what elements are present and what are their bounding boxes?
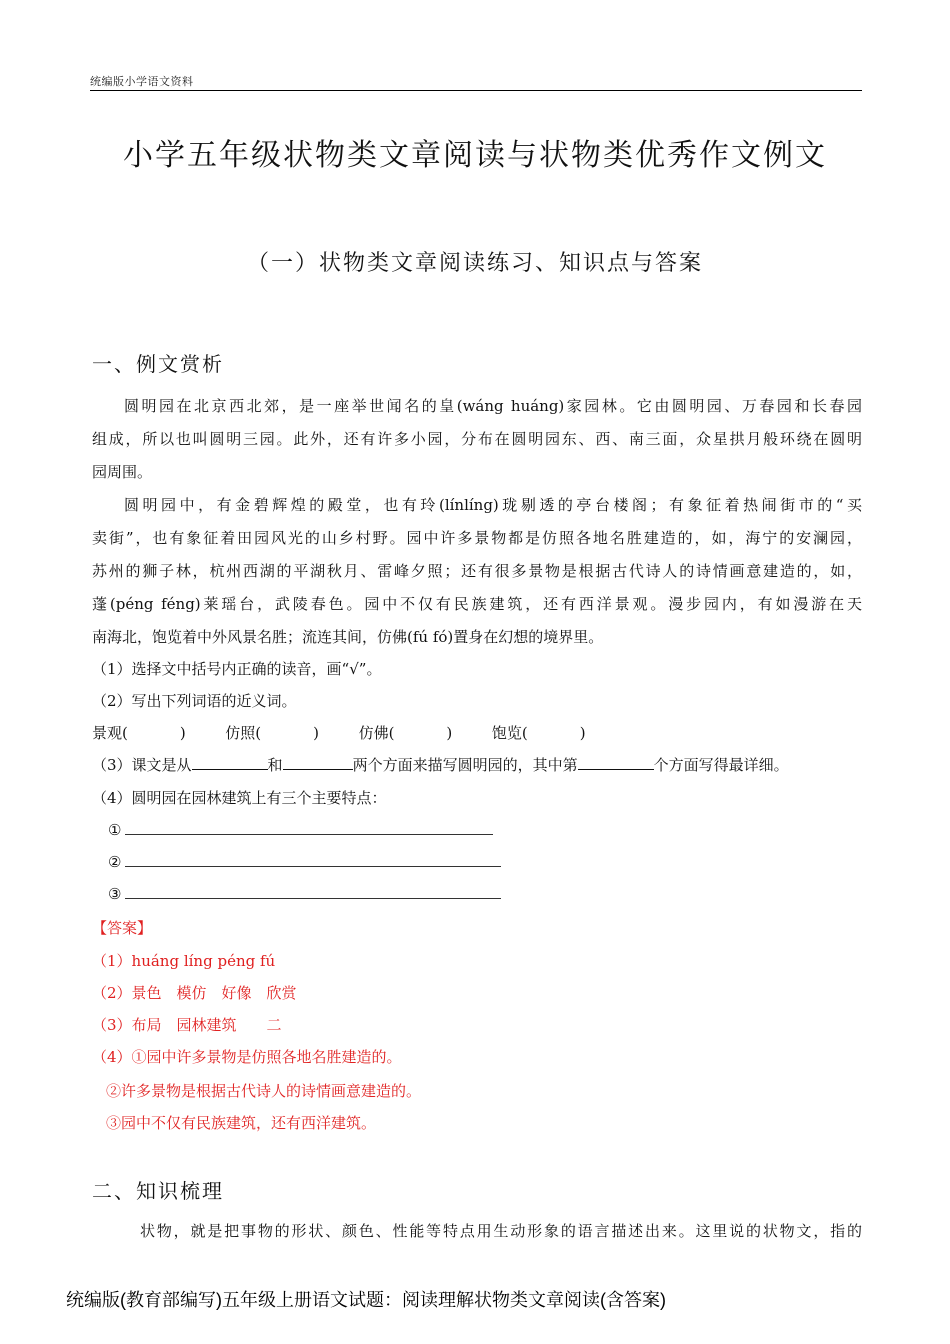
question-3 [92,755,862,775]
answer-2: （2）景色 模仿 好像 欣赏 [92,984,297,1002]
word-fangfu: 仿佛( [358,724,395,742]
answer-4-2: ②许多景物是根据古代诗人的诗情画意建造的。 [106,1082,422,1100]
document-title: 小学五年级状物类文章阅读与状物类优秀作文例文 [123,138,827,173]
section-heading-2: 二、知识梳理 [92,1179,224,1203]
paragraph-2-line-4: 蓬(péng féng)莱瑶台，武陵春色。园中不仅有民族建筑，还有西洋景观。漫步园内，有如漫游在天 [92,595,862,613]
question-3-part-1: （3）课文是从 [92,756,192,774]
section-2-paragraph: 状物，就是把事物的形状、颜色、性能等特点用生动形象的语言描述出来。这里说的状物文，指的 [140,1222,862,1240]
blank-3[interactable] [578,755,654,770]
question-3-part-3: 两个方面来描写圆明园的，其中第 [352,756,578,774]
writing-line-1[interactable] [125,822,493,835]
close-paren: ) [579,724,586,742]
section-heading-1: 一、例文赏析 [92,352,224,376]
page-header [90,74,862,91]
paragraph-2-line-3: 苏州的狮子林，杭州西湖的平湖秋月、雷峰夕照；还有很多景物是根据古代诗人的诗情画意建造的，如， [92,562,862,580]
writing-line-2[interactable] [125,854,501,867]
q4-answer-line-3 [108,884,878,904]
answer-4-1: （4）①园中许多景物是仿照各地名胜建造的。 [92,1048,402,1066]
marker-3: ③ [108,885,122,903]
answer-label: 【答案】 [92,919,153,937]
header-text: 统编版小学语文资料 [90,75,194,88]
document-subtitle: （一）状物类文章阅读练习、知识点与答案 [246,251,703,276]
marker-2: ② [108,853,122,871]
answer-4-3: ③园中不仅有民族建筑，还有西洋建筑。 [106,1114,377,1132]
close-paren: ) [446,724,453,742]
word-jingguan: 景观( [92,724,128,742]
question-4: （4）圆明园在园林建筑上有三个主要特点： [92,789,387,807]
q4-answer-line-2 [108,852,878,872]
close-paren: ) [179,724,186,742]
marker-1: ① [108,821,122,839]
writing-line-3[interactable] [125,886,501,899]
question-3-part-2: 和 [267,756,283,774]
paragraph-2-line-1: 圆明园中，有金碧辉煌的殿堂，也有玲(línlíng)珑剔透的亭台楼阁；有象征着热闹街市的“买 [124,496,862,514]
paragraph-1-line-1: 圆明园在北京西北郊，是一座举世闻名的皇(wáng huáng)家园林。它由圆明园、万春园和长春园 [124,397,862,415]
paragraph-2-line-5: 南海北，饱览着中外风景名胜；流连其间，仿佛(fú fó)置身在幻想的境界里。 [92,628,604,646]
word-baolan: 饱览( [491,724,528,742]
question-2-words [92,723,862,743]
paragraph-2-line-2: 卖街”，也有象征着田园风光的山乡村野。园中许多景物都是仿照各地名胜建造的，如，海宁的安澜园， [92,529,862,547]
paragraph-1-line-2: 组成，所以也叫圆明三园。此外，还有许多小园，分布在圆明园东、西、南三面，众星拱月般环绕在圆明 [92,430,862,448]
question-2: （2）写出下列词语的近义词。 [92,692,297,710]
blank-2[interactable] [283,755,353,770]
q4-answer-line-1 [108,820,878,840]
question-3-part-4: 个方面写得最详细。 [653,756,789,774]
page-footer: 统编版(教育部编写)五年级上册语文试题：阅读理解状物类文章阅读(含答案) [66,1290,666,1310]
close-paren: ) [313,724,319,742]
question-1: （1）选择文中括号内正确的读音，画“√”。 [92,660,382,678]
answer-1: （1）huáng líng péng fú [92,952,276,970]
paragraph-1-line-3: 园周围。 [92,463,153,481]
word-fangzhao: 仿照( [225,724,262,742]
answer-3: （3）布局 园林建筑 二 [92,1016,282,1034]
blank-1[interactable] [192,755,268,770]
